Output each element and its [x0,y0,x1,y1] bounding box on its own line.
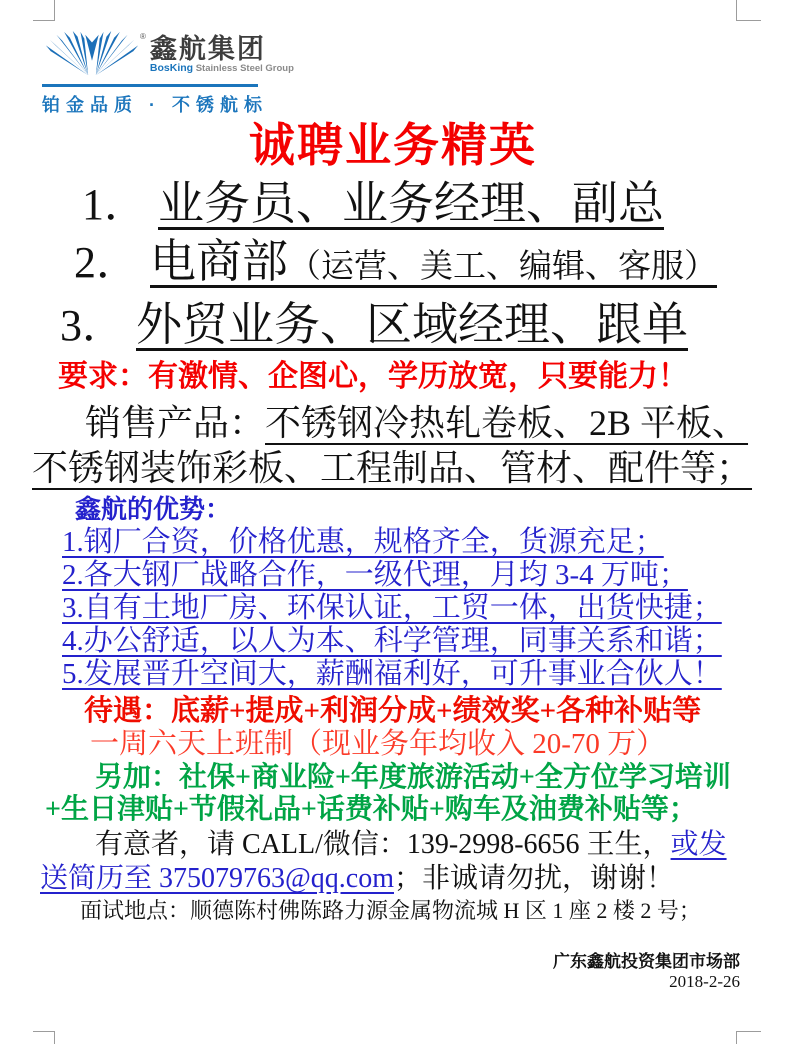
brand-logo-block [42,30,294,117]
brand-tagline: 铂金品质 · 不锈航标 [42,95,268,115]
advantage-item-1: 1.钢厂合资，价格优惠，规格齐全，货源充足； [62,526,664,558]
wing-logo-icon [42,30,142,80]
brand-text [150,30,294,74]
products-line-1 [85,401,748,446]
extra-benefits-section [38,762,748,825]
advantage-item-5: 5.发展晋升空间大，薪酬福利好，可升事业合伙人！ [62,658,722,690]
position-title: 业务员、业务经理、副总 [158,178,664,229]
products-section [32,401,753,491]
position-number: 1． [82,180,148,229]
position-title: 电商部 [150,236,288,287]
brand-name-english [150,63,294,74]
advantages-heading: 鑫航的优势： [75,495,232,524]
brand-logo-row [42,30,294,80]
products-list-part1: 不锈钢冷热轧卷板、2B 平板、 [265,403,749,443]
contact-line-2 [40,862,748,896]
position-item-1 [82,175,748,233]
crop-mark-bottom-left [33,1031,55,1044]
position-number: 3． [60,301,126,350]
position-number: 2． [74,238,140,287]
position-list [38,175,748,354]
signature-company: 广东鑫航投资集团市场部 [553,952,740,971]
contact-email-link-part2[interactable]: 送简历至 375079763@qq.com [40,863,394,894]
position-item-2 [74,233,748,296]
treatment-section [38,695,748,760]
position-title: 外贸业务、区域经理、跟单 [136,299,688,350]
brand-bosking-label: BosKing [149,62,194,74]
position-subtitle: （运营、美工、编辑、客服） [288,249,717,285]
treatment-line-2: 一周六天上班制（现业务年均收入 20-70 万） [90,728,666,760]
advantage-item-4: 4.办公舒适，以人为本、科学管理，同事关系和谐； [62,625,722,657]
advantages-section [38,494,748,691]
contact-section [38,828,748,896]
crop-mark-bottom-right [736,1031,761,1044]
brand-english-rest: Stainless Steel Group [193,63,294,74]
contact-line-1 [95,828,748,862]
advantage-item-3: 3.自有土地厂房、环保认证，工贸一体，出货快捷； [62,592,722,624]
extra-benefits-line-2: +生日津贴+节假礼品+话费补贴+购车及油费补贴等； [45,794,697,825]
brand-divider [42,84,258,87]
signature-block [38,952,748,992]
interview-address: 面试地点：顺德陈村佛陈路力源金属物流城 H 区 1 座 2 楼 2 号； [80,898,701,923]
products-list-part2: 不锈钢装饰彩板、工程制品、管材、配件等； [32,448,753,488]
requirement-line: 要求：有激情、企图心，学历放宽，只要能力！ [58,360,688,393]
signature-date: 2018-2-26 [669,972,740,991]
extra-benefits-line-1: 另加：社保+商业险+年度旅游活动+全方位学习培训 [95,762,731,793]
products-label: 销售产品： [85,403,266,443]
page-title: 诚聘业务精英 [249,120,537,171]
treatment-line-1: 待遇：底薪+提成+利润分成+绩效奖+各种补贴等 [84,695,702,727]
registered-trademark-icon: ® [140,32,146,41]
position-item-3 [60,296,748,354]
brand-name-chinese: 鑫航集团 [149,34,266,64]
contact-email-link-part1[interactable]: 或发 [670,829,727,860]
advantage-item-2: 2.各大钢厂战略合作，一级代理，月均 3-4 万吨； [62,559,688,591]
contact-note: ；非诚请勿扰，谢谢！ [394,863,675,894]
contact-phone-text: 有意者，请 CALL/微信：139-2998-6656 王生， [95,829,671,860]
